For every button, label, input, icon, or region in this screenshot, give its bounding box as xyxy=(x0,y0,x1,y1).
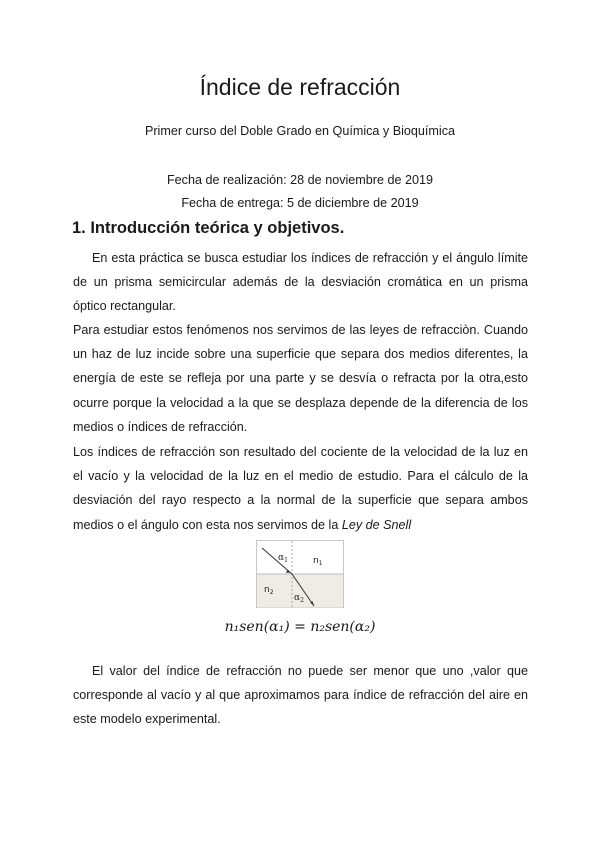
section-heading: 1. Introducción teórica y objetivos. xyxy=(72,219,345,237)
page-title: Índice de refracción xyxy=(199,74,401,100)
paragraph-3-text: Los índices de refracción son resultado del cociente de la velocidad de la luz en el vacío y la velocidad de la luz en el medio de estudio. Para el cálculo de la desviación del rayo respecto a la normal de la superficie que separa ambos medios o el ángulo con esta nos servimos de la xyxy=(73,445,528,532)
page-subtitle: Primer curso del Doble Grado en Química y Bioquímica xyxy=(144,124,456,138)
snell-law-term: Ley de Snell xyxy=(341,517,412,532)
date-delivery: Fecha de entrega: 5 de diciembre de 2019 xyxy=(181,196,419,210)
n1-label: $n_1$ xyxy=(313,556,323,567)
paragraph-3 xyxy=(73,440,528,537)
paragraph-2: Para estudiar estos fenómenos nos servimos de las leyes de refracciòn. Cuando un haz de luz incide sobre una superficie que separa dos medios diferentes, la energía de este se refleja por una parte y se desvía o refracta por la otra,esto ocurre porque la velocidad a la que se desplaza depende de la diferencia de los medios o índices de refracción. xyxy=(73,323,528,434)
refraction-diagram xyxy=(256,540,344,608)
alpha2-label: $\alpha_2$ xyxy=(294,593,304,604)
n2-label: $n_2$ xyxy=(264,585,274,596)
date-realization: Fecha de realización: 28 de noviembre de 2019 xyxy=(166,173,434,187)
paragraph-1: En esta práctica se busca estudiar los índices de refracción y el ángulo límite de un prisma semicircular además de la desviación cromática en un prisma óptico rectangular. xyxy=(73,251,528,314)
snell-formula: n₁sen(α₁) = n₂sen(α₂) xyxy=(224,619,376,635)
paragraph-4: El valor del índice de refracción no puede ser menor que uno ,valor que corresponde al vacío y al que aproximamos para índice de refracción del aire en este modelo experimental. xyxy=(73,664,528,727)
alpha1-label: $\alpha_1$ xyxy=(278,553,288,564)
